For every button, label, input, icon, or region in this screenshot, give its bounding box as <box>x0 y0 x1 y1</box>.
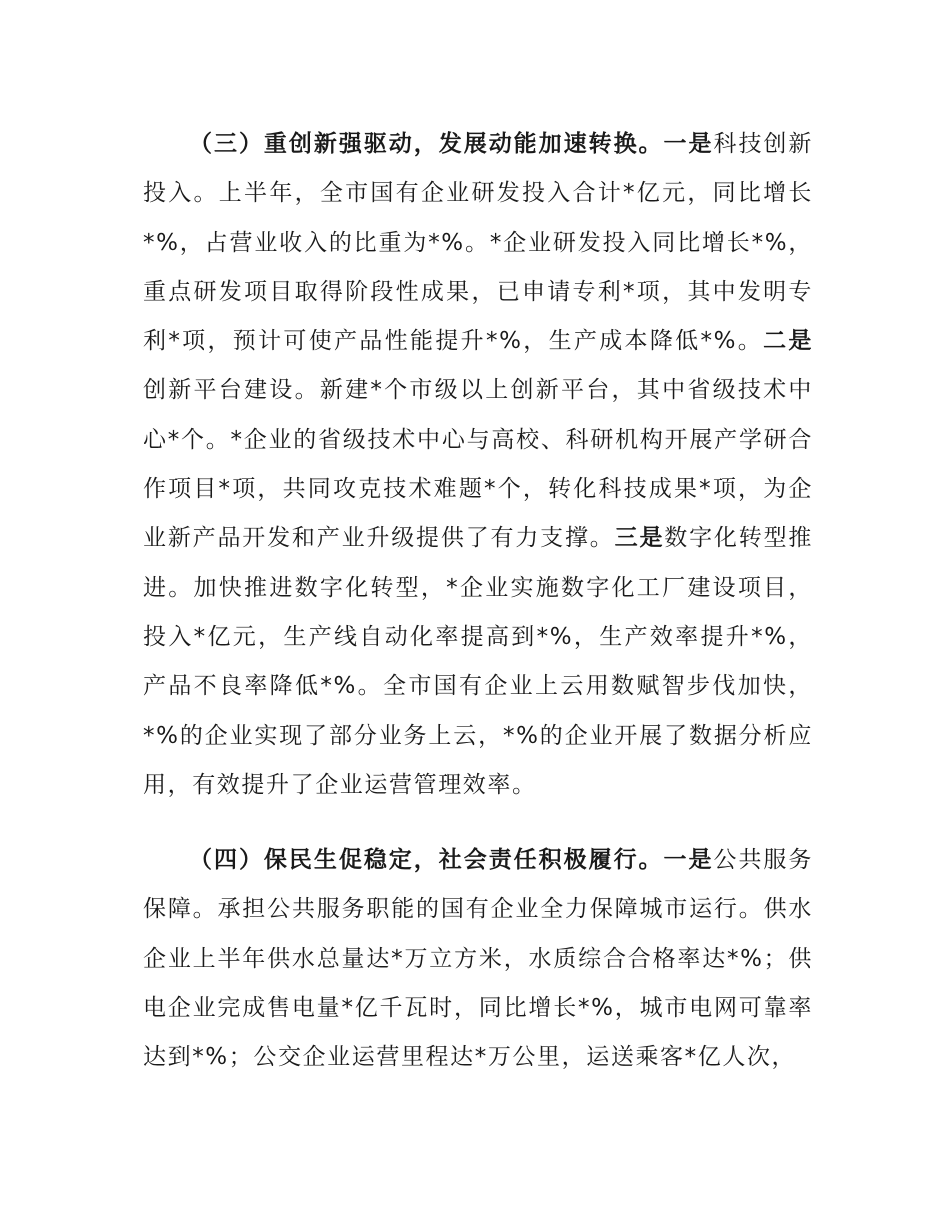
section-3-heading: （三）重创新强驱动，发展动能加速转换。 <box>189 131 664 157</box>
section-3-text-2: 创新平台建设。新建*个市级以上创新平台，其中省级技术中心*个。*企业的省级技术中心与高校、科研机构开展产学研合作项目*项，共同攻克技术难题*个，转化科技成果*项，为企业新产品开发和产业升级提供了有力支撑。 <box>143 377 813 552</box>
section-3-text-3: 数字化转型推进。加快推进数字化转型，*企业实施数字化工厂建设项目，投入*亿元，生产线自动化率提高到*%，生产效率提升*%，产品不良率降低*%。全市国有企业上云用数赋智步伐加快，*%的企业实现了部分业务上云，*%的企业开展了数据分析应用，有效提升了企业运营管理效率。 <box>143 525 813 798</box>
paragraph-section-3 <box>143 120 813 810</box>
paragraph-section-4 <box>143 836 813 1082</box>
section-4-heading: （四）保民生促稳定，社会责任积极履行。 <box>189 847 664 874</box>
section-3-text-1: 科技创新投入。上半年，全市国有企业研发投入合计*亿元，同比增长*%，占营业收入的比重为*%。*企业研发投入同比增长*%，重点研发项目取得阶段性成果，已申请专利*项，其中发明专利*项，预计可使产品性能提升*%，生产成本降低*%。 <box>143 131 813 355</box>
document-page <box>143 120 813 1083</box>
section-3-lead-1: 一是 <box>663 131 714 157</box>
section-4-lead-1: 一是 <box>663 847 714 874</box>
section-3-lead-2: 二是 <box>763 328 813 355</box>
section-4-text-1: 公共服务保障。承担公共服务职能的国有企业全力保障城市运行。供水企业上半年供水总量达*万立方米，水质综合合格率达*%；供电企业完成售电量*亿千瓦时，同比增长*%，城市电网可靠率达到*%；公交企业运营里程达*万公里，运送乘客*亿人次， <box>143 847 813 1071</box>
section-3-lead-3: 三是 <box>614 525 665 552</box>
